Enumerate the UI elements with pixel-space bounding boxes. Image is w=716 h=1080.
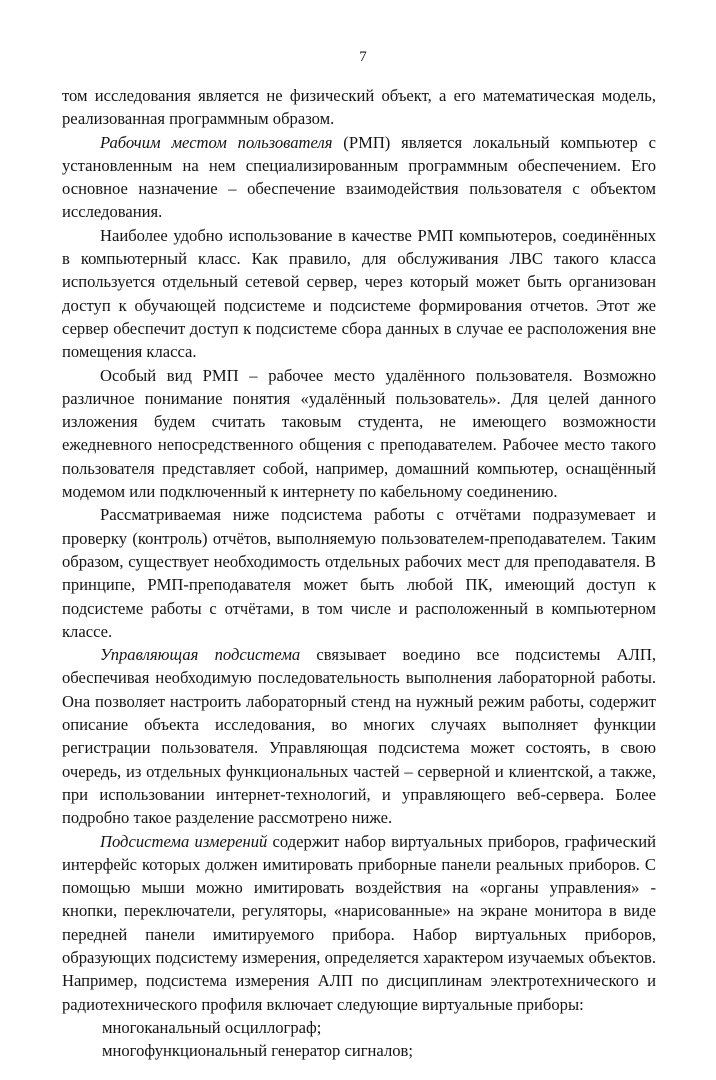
paragraph-computer-class — [62, 224, 656, 364]
paragraph-text: том исследования является не физический объект, а его математическая модель, реализованная программным образом. — [62, 86, 656, 129]
paragraph-remote-user — [62, 364, 656, 504]
paragraph-control-subsystem — [62, 643, 656, 829]
paragraph-rmp-definition — [62, 131, 656, 224]
paragraph-text: Рассматриваемая ниже подсистема работы с отчётами подразумевает и проверку (контроль) отчётов, выполняемую пользователем-преподавателем. Таким образом, существует необходимость отдельных рабочих мест для преподавателя. В принципе, РМП-преподавателя может быть любой ПК, имеющий доступ к подсистеме работы с отчётами, в том числе и расположенный в компьютерном классе. — [62, 505, 656, 641]
paragraph-measurement-subsystem — [62, 830, 656, 1016]
paragraph-text: содержит набор виртуальных приборов, графический интерфейс которых должен имитировать приборные панели реальных приборов. С помощью мыши можно имитировать воздействия на «органы управления» - кнопки, переключатели, регуляторы, «нарисованные» на экране монитора в виде передней панели имитируемого прибора. Набор виртуальных приборов, образующих подсистему измерения, определяется характером изучаемых объектов. Например, подсистема измерения АЛП по дисциплинам электротехнического и радиотехнического профиля включает следующие виртуальные приборы: — [62, 831, 656, 1014]
paragraph-continuation — [62, 84, 656, 131]
paragraph-text: (РМП) является локальный компьютер с установленным на нем специализированным программным обеспечением. Его основное назначение – обеспечение взаимодействия пользователя с объектом исследования. — [62, 132, 656, 222]
paragraph-reports-subsystem — [62, 503, 656, 643]
body-text — [62, 84, 656, 1062]
list-item: многофункциональный генератор сигналов; — [102, 1041, 413, 1061]
paragraph-text: Особый вид РМП – рабочее место удалённого пользователя. Возможно различное понимание понятия «удалённый пользователь». Для целей данного изложения будем считать таковым студента, не имеющего возможности ежедневного непосредственного общения с преподавателем. Рабочее место такого пользователя представляет собой, например, домашний компьютер, оснащённый модемом или подключенный к интернету по кабельному соединению. — [62, 365, 656, 502]
page-number: 7 — [359, 49, 367, 65]
term-measurement-subsystem: Подсистема измерений — [100, 831, 268, 851]
term-control-subsystem: Управляющая подсистема — [100, 645, 301, 665]
paragraph-text: связывает воедино все подсистемы АЛП, обеспечивая необходимую последовательность выполнения лабораторной работы. Она позволяет настроить лабораторный стенд на нужный режим работы, содержит описание объекта исследования, во многих случаях выполняет функции регистрации пользователя. Управляющая подсистема может состоять, в свою очередь, из отдельных функциональных частей – серверной и клиентской, а также, при использовании интернет-технологий, и управляющего веб-сервера. Более подробно такое разделение рассмотрено ниже. — [62, 645, 656, 828]
list-item: многоканальный осциллограф; — [102, 1017, 322, 1037]
term-rmp: Рабочим местом пользователя — [100, 132, 333, 152]
paragraph-text: Наиболее удобно использование в качестве РМП компьютеров, соединённых в компьютерный класс. Как правило, для обслуживания ЛВС такого класса используется отдельный сетевой сервер, через который может быть организован доступ к обучающей подсистеме и подсистеме формирования отчетов. Этот же сервер обеспечит доступ к подсистеме сбора данных в случае ее расположения вне помещения класса. — [62, 225, 656, 362]
